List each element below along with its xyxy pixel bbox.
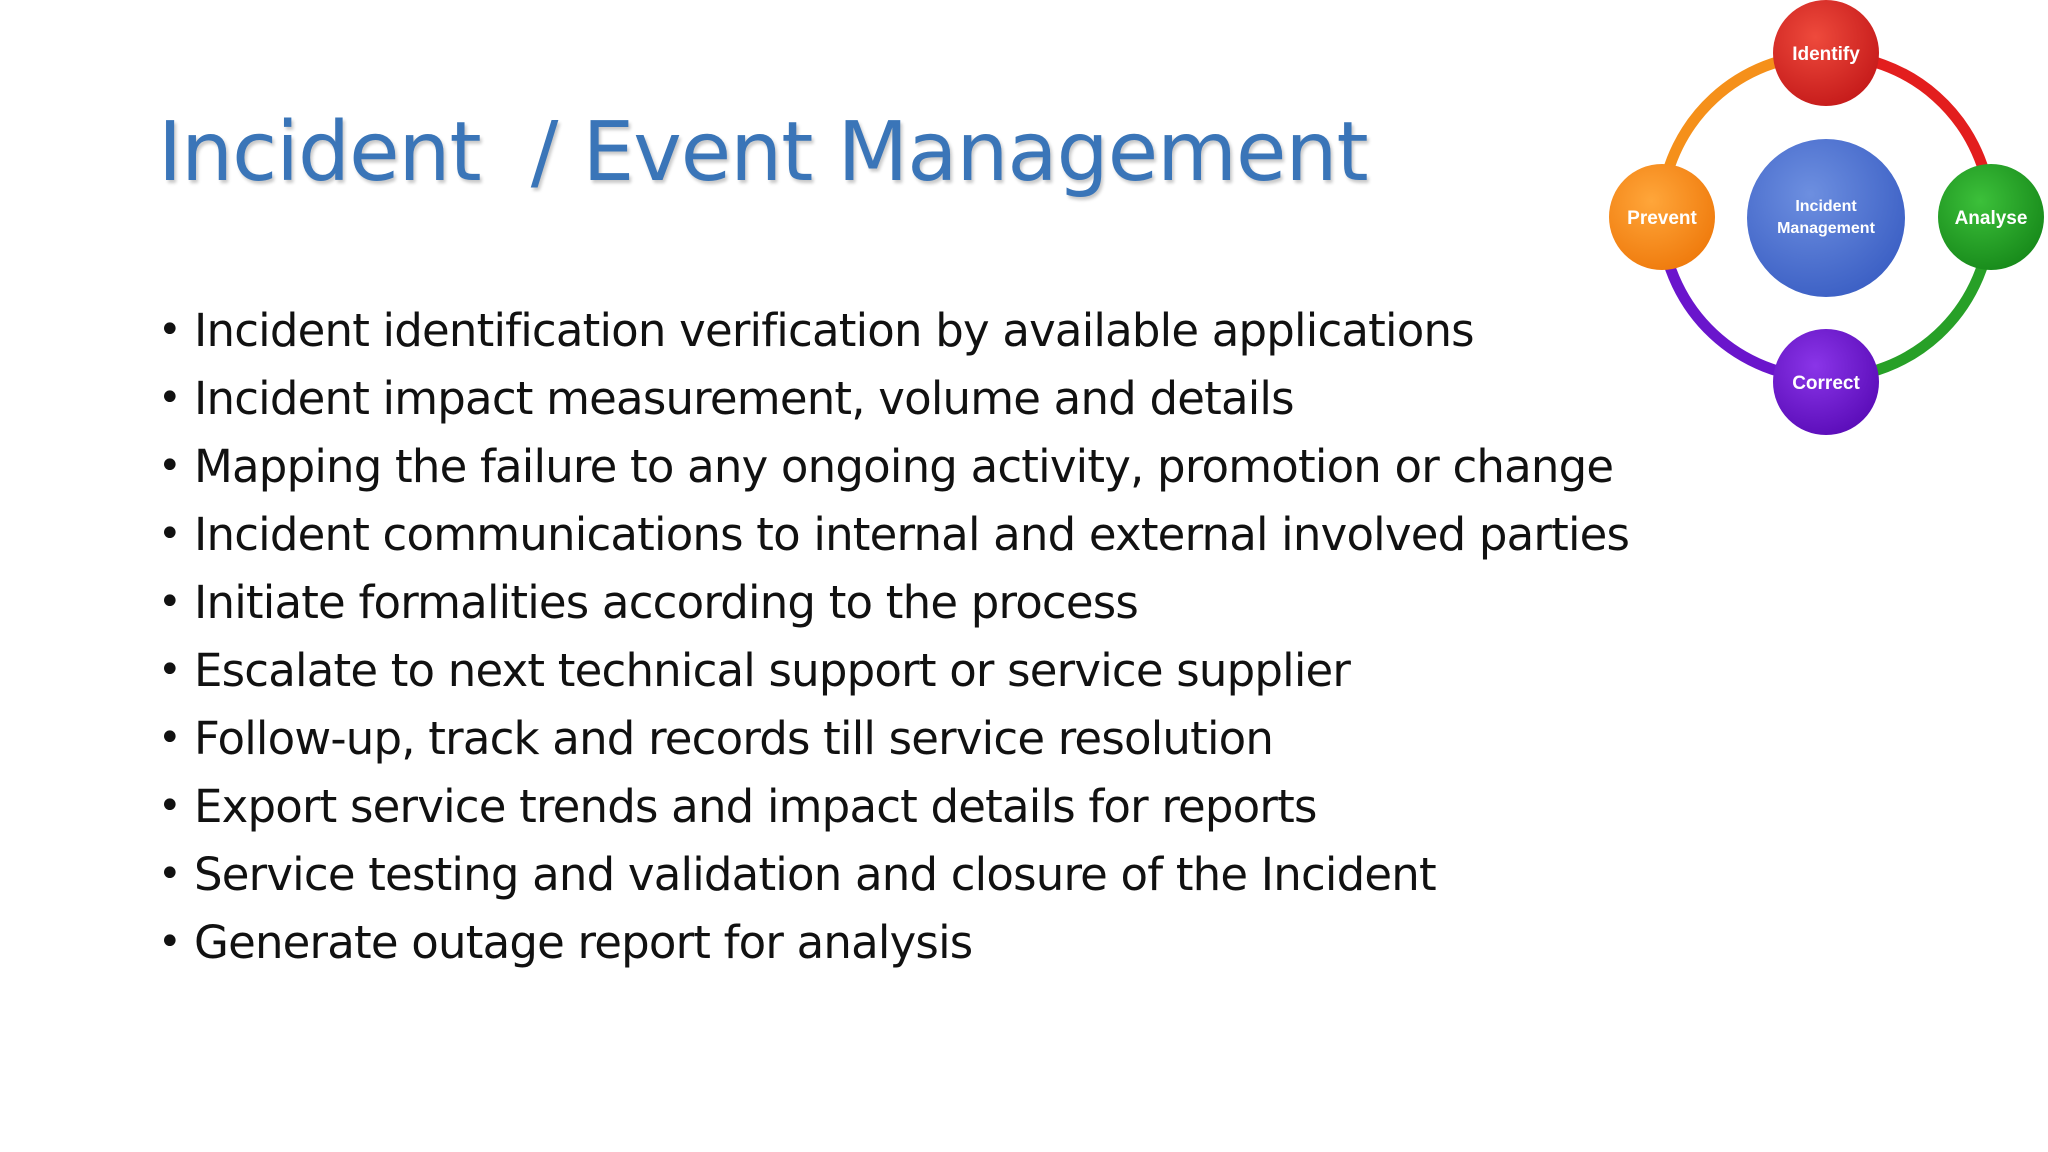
center-node-label-line2: Management [1777,220,1875,237]
bullet-text: Service testing and validation and closure of the Incident [194,847,1436,901]
list-item [158,296,1629,364]
bullet-dot-icon: • [158,851,182,897]
center-node-circle [1747,139,1905,297]
center-node [1747,139,1905,297]
list-item [158,500,1629,568]
node-identify-label: Identify [1792,44,1860,65]
bullet-text: Mapping the failure to any ongoing activity, promotion or change [194,439,1614,493]
bullet-text: Incident communications to internal and external involved parties [194,507,1630,561]
center-node-label-line1: Incident [1795,198,1857,215]
bullet-dot-icon: • [158,511,182,557]
list-item [158,704,1629,772]
bullet-list [158,296,1629,976]
bullet-dot-icon: • [158,919,182,965]
bullet-text: Initiate formalities according to the process [194,575,1139,629]
node-correct [1773,329,1879,435]
node-analyse-label: Analyse [1954,208,2028,229]
bullet-text: Incident impact measurement, volume and details [194,371,1294,425]
node-prevent-label: Prevent [1627,208,1697,229]
bullet-dot-icon: • [158,443,182,489]
list-item [158,636,1629,704]
node-identify [1773,0,1879,106]
node-correct-label: Correct [1792,373,1860,394]
bullet-dot-icon: • [158,783,182,829]
bullet-dot-icon: • [158,375,182,421]
bullet-dot-icon: • [158,307,182,353]
bullet-text: Escalate to next technical support or service supplier [194,643,1351,697]
node-analyse [1938,164,2044,270]
bullet-dot-icon: • [158,647,182,693]
list-item [158,908,1629,976]
list-item [158,840,1629,908]
list-item [158,432,1629,500]
slide-title: Incident / Event Management [158,105,1368,200]
bullet-dot-icon: • [158,579,182,625]
bullet-text: Generate outage report for analysis [194,915,973,969]
list-item [158,568,1629,636]
bullet-text: Export service trends and impact details for reports [194,779,1317,833]
node-prevent [1609,164,1715,270]
list-item [158,772,1629,840]
bullet-text: Follow-up, track and records till service resolution [194,711,1274,765]
bullet-dot-icon: • [158,715,182,761]
list-item [158,364,1629,432]
incident-cycle-diagram [1600,0,2048,440]
bullet-text: Incident identification verification by available applications [194,303,1474,357]
